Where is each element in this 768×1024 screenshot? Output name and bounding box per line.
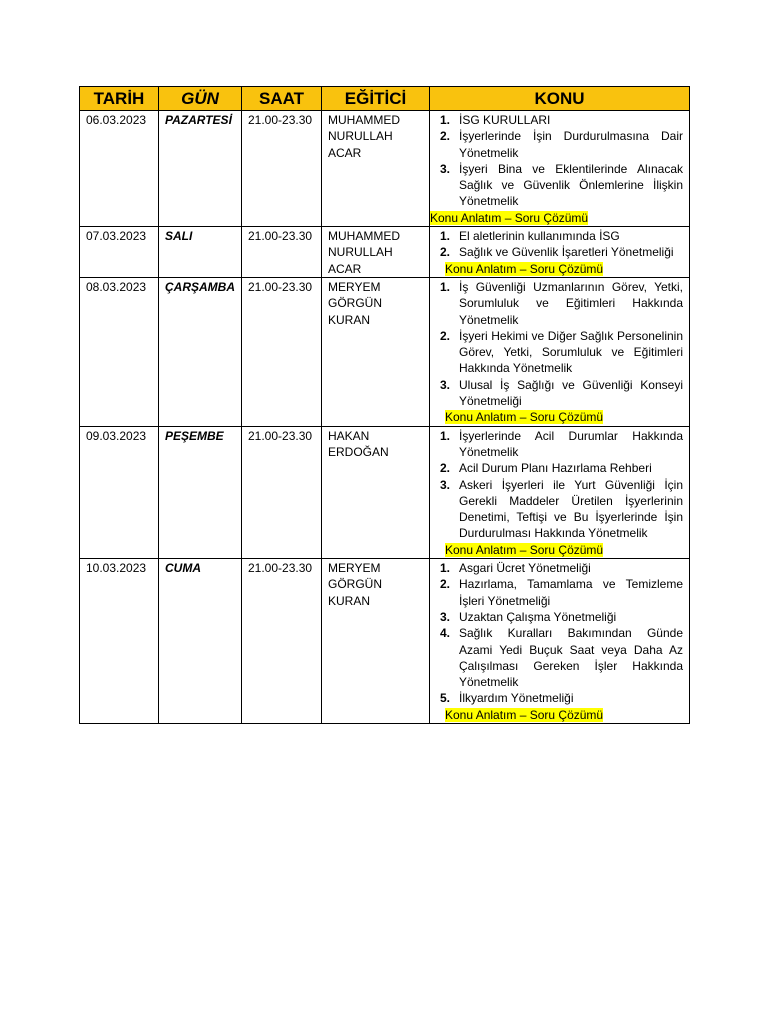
list-item: 1. El aletlerinin kullanımında İSG [439, 229, 620, 244]
header-day: GÜN [159, 87, 242, 111]
date-text: 08.03.2023 [86, 279, 147, 294]
highlight-note: Konu Anlatım – Soru Çözümü [445, 707, 604, 722]
day-text: ÇARŞAMBA [165, 279, 235, 294]
topic-cell [430, 277, 690, 426]
day-text: SALI [165, 229, 193, 244]
date-cell [80, 559, 159, 724]
list-item: 2. Acil Durum Planı Hazırlama Rehberi [439, 461, 652, 476]
time-cell [242, 277, 322, 426]
header-topic: KONU [430, 87, 690, 111]
table-row [80, 277, 690, 426]
date-cell [80, 277, 159, 426]
list-item: 3. Ulusal İş Sağlığı ve Güvenliği Konseyi Yönetmeliği [439, 377, 683, 409]
table-row [80, 227, 690, 278]
trainer-cell [322, 277, 430, 426]
list-item: 3. İşyeri Bina ve Eklentilerinde Alınacak Sağlık ve Güvenlik Önlemlerine İlişkin Yönetmelik [439, 161, 683, 209]
trainer-cell [322, 559, 430, 724]
trainer-text: MERYEM GÖRGÜN KURAN [328, 561, 382, 608]
highlight-note: Konu Anlatım – Soru Çözümü [445, 410, 604, 425]
topic-list [439, 279, 683, 409]
trainer-text: MUHAMMED NURULLAH ACAR [328, 113, 400, 160]
list-item: 2. Hazırlama, Tamamlama ve Temizleme İşleri Yönetmeliği [439, 577, 683, 608]
topic-cell [430, 111, 690, 227]
date-cell [80, 227, 159, 278]
list-item: 2. İşyerlerinde İşin Durdurulmasına Dair Yönetmelik [439, 129, 683, 160]
trainer-cell [322, 227, 430, 278]
date-text: 07.03.2023 [86, 229, 147, 244]
time-text: 21.00-23.30 [248, 279, 313, 294]
header-date: TARİH [80, 87, 159, 111]
day-cell [159, 426, 242, 558]
day-text: CUMA [165, 561, 201, 576]
day-cell [159, 227, 242, 278]
day-text: PAZARTESİ [165, 113, 232, 127]
time-cell [242, 426, 322, 558]
day-text: PEŞEMBE [165, 428, 224, 443]
time-text: 21.00-23.30 [248, 561, 313, 576]
date-text: 06.03.2023 [86, 113, 147, 127]
header-trainer: EĞİTİCİ [322, 87, 430, 111]
topic-cell [430, 559, 690, 724]
time-text: 21.00-23.30 [248, 229, 313, 244]
topic-list [439, 228, 683, 261]
table-row [80, 111, 690, 227]
list-item: 5. İlkyardım Yönetmeliği [439, 691, 574, 706]
list-item: 4. Sağlık Kuralları Bakımından Günde Azami Yedi Buçuk Saat veya Daha Az Çalışılması Gereken İşler Hakkında Yönetmelik [439, 626, 683, 690]
time-cell [242, 111, 322, 227]
list-item: 3. Askeri İşyerleri ile Yurt Güvenliği İçin Gerekli Maddeler Üretilen İşyerlerinin Denetimi, Teftişi ve Bu İşyerlerinde İşin Durdurulması Hakkında Yönetmelik [439, 477, 683, 541]
topic-cell [430, 227, 690, 278]
trainer-cell [322, 426, 430, 558]
trainer-text: MUHAMMED NURULLAH ACAR [328, 229, 400, 276]
list-item: 2. İşyeri Hekimi ve Diğer Sağlık Personelinin Görev, Yetki, Sorumluluk ve Eğitimleri Hakkında Yönetmelik [439, 328, 683, 376]
list-item: 2. Sağlık ve Güvenlik İşaretleri Yönetmeliği [439, 245, 674, 260]
header-row [80, 87, 690, 111]
trainer-text: HAKAN ERDOĞAN [328, 428, 389, 459]
trainer-text: MERYEM GÖRGÜN KURAN [328, 279, 382, 327]
list-item: 3. Uzaktan Çalışma Yönetmeliği [439, 609, 617, 624]
time-text: 21.00-23.30 [248, 113, 313, 127]
time-cell [242, 227, 322, 278]
list-item: 1. İş Güvenliği Uzmanlarının Görev, Yetki, Sorumluluk ve Eğitimleri Hakkında Yönetmelik [439, 279, 683, 327]
day-cell [159, 111, 242, 227]
topic-list [439, 112, 683, 210]
highlight-note: Konu Anlatım – Soru Çözümü [445, 261, 604, 276]
highlight-note: Konu Anlatım – Soru Çözümü [430, 210, 589, 225]
date-text: 09.03.2023 [86, 428, 147, 443]
time-cell [242, 559, 322, 724]
date-text: 10.03.2023 [86, 561, 147, 576]
table-row [80, 559, 690, 724]
header-time: SAAT [242, 87, 322, 111]
date-cell [80, 111, 159, 227]
topic-cell [430, 426, 690, 558]
list-item: 1. İSG KURULLARI [439, 113, 551, 127]
trainer-cell [322, 111, 430, 227]
time-text: 21.00-23.30 [248, 428, 313, 443]
table-row [80, 426, 690, 558]
list-item: 1. Asgari Ücret Yönetmeliği [439, 561, 591, 576]
training-schedule-table [79, 86, 690, 724]
topic-list [439, 428, 683, 542]
highlight-note: Konu Anlatım – Soru Çözümü [445, 542, 604, 557]
day-cell [159, 559, 242, 724]
topic-list [439, 560, 683, 707]
day-cell [159, 277, 242, 426]
list-item: 1. İşyerlerinde Acil Durumlar Hakkında Yönetmelik [439, 428, 683, 459]
date-cell [80, 426, 159, 558]
